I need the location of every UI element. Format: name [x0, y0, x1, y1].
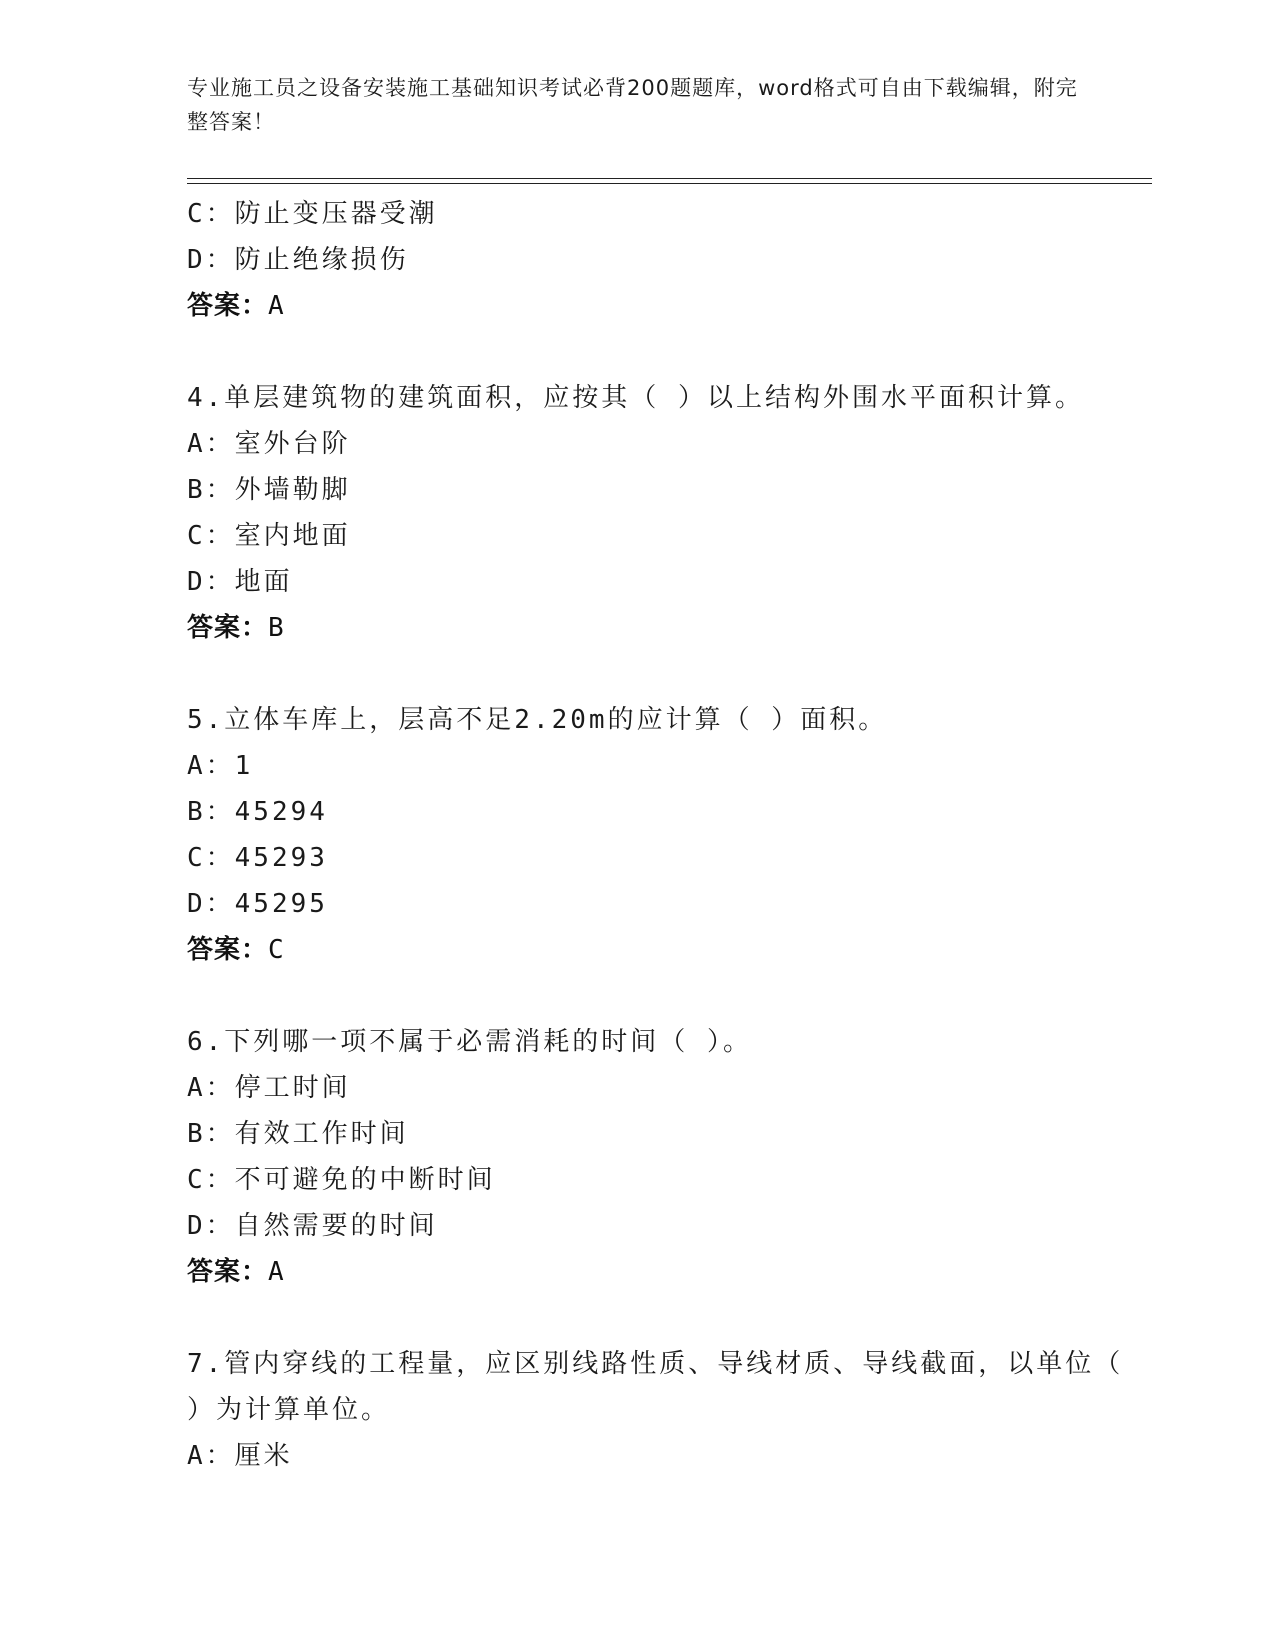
option-d: D：地面: [187, 567, 293, 597]
answer-value: A: [268, 291, 285, 321]
question-stem: 7.管内穿线的工程量，应区别线路性质、导线材质、导线截面，以单位（ ）为计算单位。: [187, 1349, 1124, 1425]
answer-label: 答案：: [187, 935, 269, 965]
question-7: [187, 1341, 1147, 1479]
option-b: B：外墙勒脚: [187, 475, 351, 505]
answer-line: [187, 605, 1147, 651]
header-divider-top: [187, 178, 1152, 179]
question-3-continuation: [187, 191, 1147, 329]
option-a: A：室外台阶: [187, 429, 351, 459]
answer-line: [187, 283, 1147, 329]
option-a: A：厘米: [187, 1441, 293, 1471]
option-d: D：防止绝缘损伤: [187, 245, 409, 275]
question-list: [187, 191, 1147, 1479]
answer-label: 答案：: [187, 1257, 269, 1287]
question-stem: 5.立体车库上，层高不足2.20m的应计算（ ）面积。: [187, 705, 888, 735]
question-5: [187, 697, 1147, 973]
option-b: B：45294: [187, 797, 328, 827]
header-divider-bottom: [187, 183, 1152, 184]
option-a: A：停工时间: [187, 1073, 351, 1103]
answer-line: [187, 1249, 1147, 1295]
answer-label: 答案：: [187, 291, 269, 321]
option-c: C：室内地面: [187, 521, 351, 551]
question-6: [187, 1019, 1147, 1295]
option-c: C：45293: [187, 843, 328, 873]
answer-value: A: [268, 1257, 285, 1287]
answer-line: [187, 927, 1147, 973]
option-b: B：有效工作时间: [187, 1119, 409, 1149]
answer-label: 答案：: [187, 613, 269, 643]
option-d: D：自然需要的时间: [187, 1211, 438, 1241]
option-c: C：不可避免的中断时间: [187, 1165, 496, 1195]
option-d: D：45295: [187, 889, 328, 919]
document-header: 专业施工员之设备安装施工基础知识考试必背200题题库，word格式可自由下载编辑，附完整答案！: [187, 76, 1078, 134]
question-4: [187, 375, 1147, 651]
option-a: A：1: [187, 751, 254, 781]
answer-value: B: [268, 613, 285, 643]
question-stem: 4.单层建筑物的建筑面积，应按其（ ）以上结构外围水平面积计算。: [187, 383, 1084, 413]
question-stem: 6.下列哪一项不属于必需消耗的时间（ ）。: [187, 1027, 752, 1057]
option-c: C：防止变压器受潮: [187, 199, 438, 229]
answer-value: C: [268, 935, 285, 965]
